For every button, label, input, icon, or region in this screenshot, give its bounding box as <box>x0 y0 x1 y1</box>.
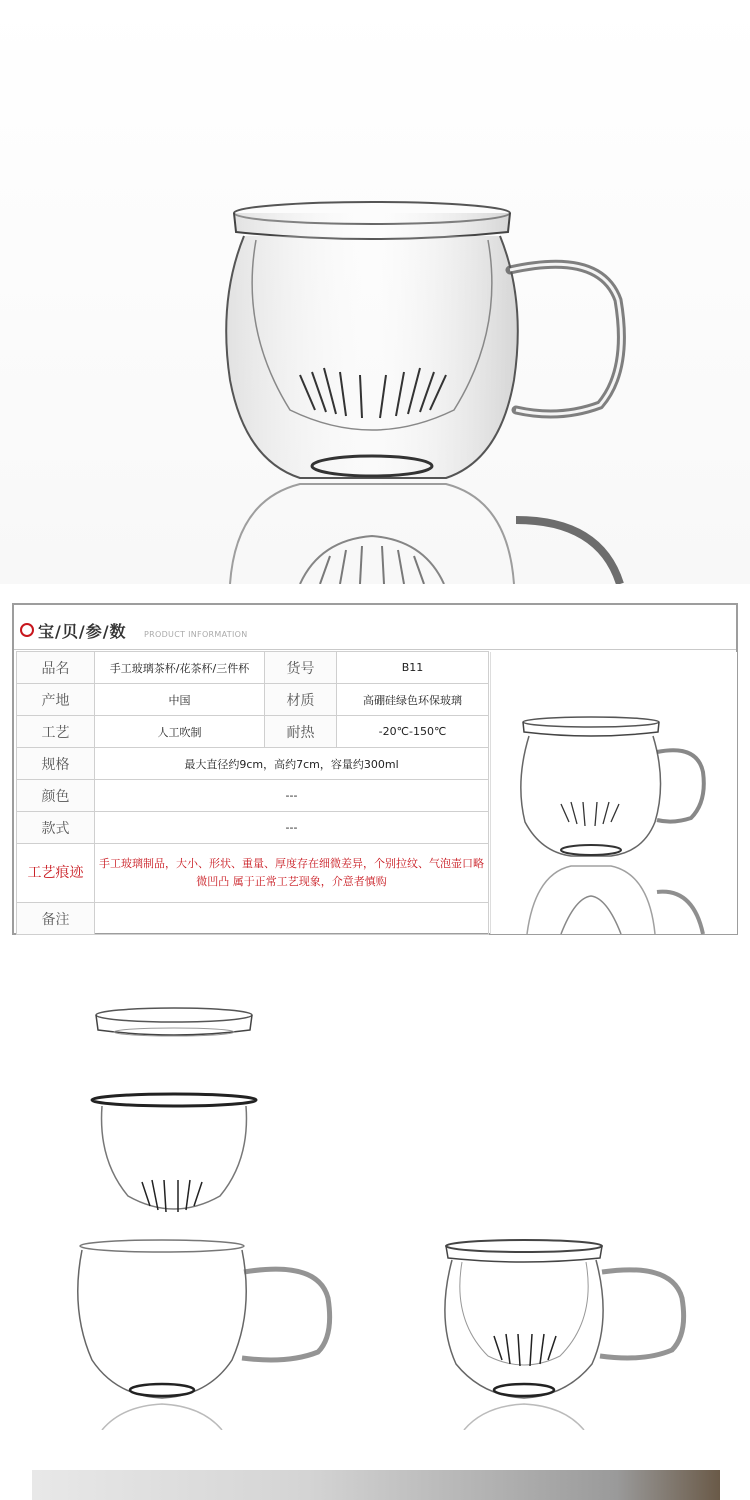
assembled-cup <box>445 1240 684 1430</box>
table-row <box>17 844 489 903</box>
mark-label: 工艺痕迹 <box>17 844 95 903</box>
table-row <box>17 716 489 748</box>
product-spec-panel <box>12 603 738 935</box>
note-value <box>95 903 489 935</box>
spec-product-thumbnail <box>490 652 737 934</box>
table-row <box>17 652 489 684</box>
table-row <box>17 748 489 780</box>
cup-part <box>78 1240 330 1430</box>
spec-table <box>16 651 489 935</box>
glass-cup-thumbnail <box>491 652 737 934</box>
glass-cup-illustration <box>0 0 750 584</box>
hero-product-photo <box>0 0 750 584</box>
table-row <box>17 780 489 812</box>
note-label: 备注 <box>17 903 95 935</box>
style-value: --- <box>95 812 489 844</box>
spec-subtitle: PRODUCT INFORMATION <box>144 630 248 639</box>
parts-breakdown-photo <box>32 960 722 1430</box>
material-value: 高硼硅绿色环保玻璃 <box>337 684 489 716</box>
lid-part <box>96 1008 252 1036</box>
header-divider <box>14 649 736 650</box>
size-label: 规格 <box>17 748 95 780</box>
name-value: 手工玻璃茶杯/花茶杯/三件杯 <box>95 652 265 684</box>
craft-value: 人工吹制 <box>95 716 265 748</box>
heat-label: 耐热 <box>265 716 337 748</box>
next-photo-strip <box>32 1470 720 1500</box>
name-label: 品名 <box>17 652 95 684</box>
material-label: 材质 <box>265 684 337 716</box>
color-value: --- <box>95 780 489 812</box>
origin-label: 产地 <box>17 684 95 716</box>
table-row <box>17 903 489 935</box>
table-row <box>17 812 489 844</box>
heat-value: -20℃-150℃ <box>337 716 489 748</box>
table-row <box>17 684 489 716</box>
spec-title: 宝/贝/参/数 <box>38 622 127 641</box>
three-piece-set-illustration <box>32 960 722 1430</box>
mark-value: 手工玻璃制品，大小、形状、重量、厚度存在细微差异，个别拉纹、气泡壶口略微凹凸 属于正常工艺现象，介意者慎购 <box>95 844 489 903</box>
style-label: 款式 <box>17 812 95 844</box>
color-label: 颜色 <box>17 780 95 812</box>
craft-label: 工艺 <box>17 716 95 748</box>
circle-bullet-icon <box>20 623 34 637</box>
code-value: B11 <box>337 652 489 684</box>
origin-value: 中国 <box>95 684 265 716</box>
size-value: 最大直径约9cm，高约7cm，容量约300ml <box>95 748 489 780</box>
code-label: 货号 <box>265 652 337 684</box>
infuser-part <box>92 1094 256 1212</box>
